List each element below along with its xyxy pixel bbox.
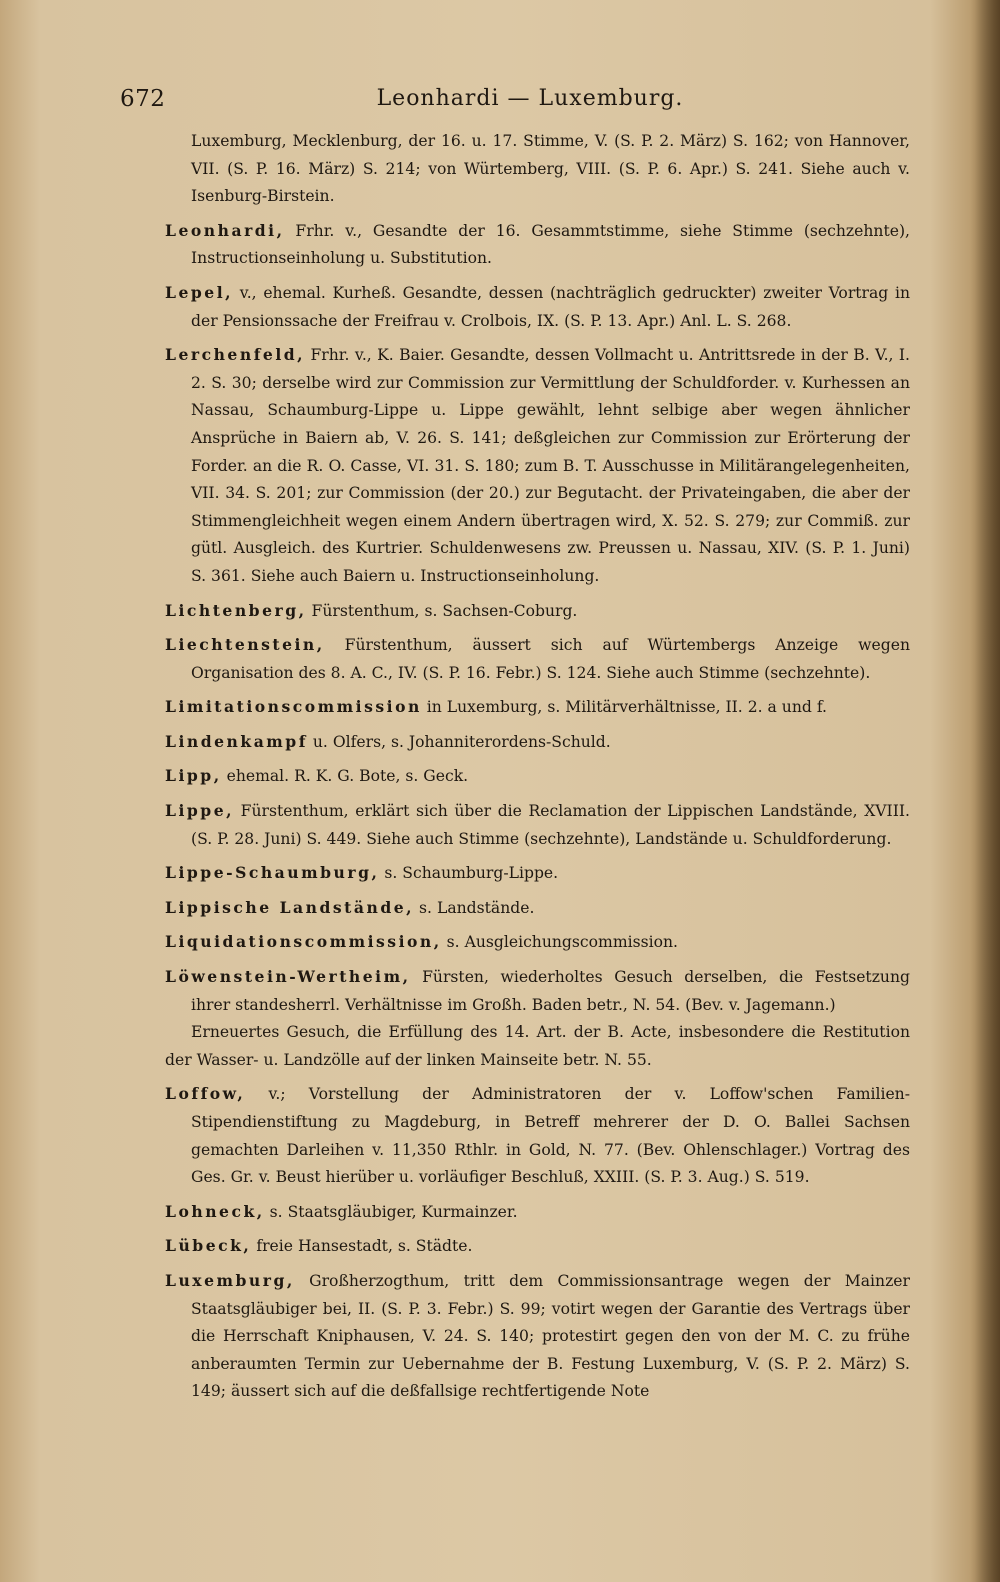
index-entry [165,728,910,757]
running-title: Leonhardi — Luxemburg. [376,86,684,111]
entry-text: v., ehemal. Kurheß. Gesandte, dessen (nachträglich gedruckter) zweiter Vortrag in der Pensionssache der Freifrau v. Crolbois, IX. (S. P. 13. Apr.) Anl. L. S. 268. [191,283,910,330]
entry-headword: Lipp, [165,766,222,786]
entry-headword: Liquidationscommission, [165,932,442,952]
entry-headword: Lohneck, [165,1201,265,1221]
entry-text: freie Hansestadt, s. Städte. [256,1237,473,1256]
index-entry [165,762,910,791]
index-entry [165,217,910,273]
index-entry [165,797,910,853]
entry-text: ehemal. R. K. G. Bote, s. Geck. [226,767,469,786]
index-entry [165,1198,910,1227]
page-header [120,86,940,120]
entry-headword: Lerchenfeld, [165,345,306,365]
entry-text: Frhr. v., Gesandte der 16. Gesammtstimme, siehe Stimme (sechzehnte), Instructionseinholung u. Substitution. [191,221,910,268]
entry-text: u. Olfers, s. Johanniterordens-Schuld. [312,732,611,751]
entry-headword: Löwenstein-Wertheim, [165,967,411,987]
entry-headword: Limitationscommission [165,697,422,717]
page-edge-shadow [970,0,1000,1582]
entry-text: s. Schaumburg-Lippe. [384,864,559,883]
index-entry [165,631,910,687]
entry-text: Fürstenthum, s. Sachsen-Coburg. [311,601,578,620]
entry-text: Erneuertes Gesuch, die Erfüllung des 14. Art. der B. Acte, insbesondere die Restitution der Wasser- u. Landzölle auf der linken Mainseite betr. N. 55. [165,1023,910,1069]
entry-text: s. Landstände. [419,898,535,917]
index-entries [165,128,910,1412]
index-entry [165,1267,910,1406]
entry-headword: Luxemburg, [165,1270,295,1290]
entry-headword: Lippe-Schaumburg, [165,863,380,883]
entry-text: v.; Vorstellung der Administratoren der v. Loffow'schen Familien-Stipendienstiftung zu Magdeburg, in Betreff mehrerer der D. O. Ballei Sachsen gemachten Darleihen v. 11,350 Rthlr. in Gold, N. 77. (Bev. Ohlenschlager.) Vortrag des Ges. Gr. v. Beust hierüber u. vorläufiger Beschluß, XXIII. (S. P. 3. Aug.) S. 519. [191,1085,910,1187]
entry-text: in Luxemburg, s. Militärverhältnisse, II. 2. a und f. [426,698,827,717]
entry-text: Fürstenthum, erklärt sich über die Reclamation der Lippischen Landstände, XVIII. (S. P. 28. Juni) S. 449. Siehe auch Stimme (sechzehnte), Landstände u. Schuldforderung. [191,802,910,848]
index-entry [165,128,910,211]
entry-text: s. Staatsgläubiger, Kurmainzer. [269,1202,518,1221]
index-entry [165,693,910,722]
entry-headword: Lippe, [165,801,235,821]
entry-text: Fürsten, wiederholtes Gesuch derselben, die Festsetzung ihrer standesherrl. Verhältnisse im Großh. Baden betr., N. 54. (Bev. v. Jagemann.) [191,968,910,1014]
index-entry [165,928,910,957]
entry-headword: Lindenkampf [165,731,308,751]
entry-text: s. Ausgleichungscommission. [446,933,678,952]
entry-headword: Lepel, [165,282,234,302]
index-entry [165,859,910,888]
page-number: 672 [120,86,166,112]
index-entry [165,597,910,626]
entry-headword: Loffow, [165,1084,246,1104]
entry-headword: Lichtenberg, [165,600,307,620]
entry-text: Luxemburg, Mecklenburg, der 16. u. 17. Stimme, V. (S. P. 2. März) S. 162; von Hannover, VII. (S. P. 16. März) S. 214; von Würtemberg, VIII. (S. P. 6. Apr.) S. 241. Siehe auch v. Isenburg-Birstein. [191,132,910,206]
index-entry [165,341,910,590]
index-entry [165,279,910,335]
index-entry [165,963,910,1019]
entry-text: Fürstenthum, äussert sich auf Würtembergs Anzeige wegen Organisation des 8. A. C., IV. (S. P. 16. Febr.) S. 124. Siehe auch Stimme (sechzehnte). [191,636,910,682]
index-subentry [165,1019,910,1074]
index-entry [165,1080,910,1191]
entry-text: Frhr. v., K. Baier. Gesandte, dessen Vollmacht u. Antrittsrede in der B. V., I. 2. S. 30; derselbe wird zur Commission zur Vermittlung der Schuldforder. v. Kurhessen an Nassau, Schaumburg-Lippe u. Lippe gewählt, lehnt selbige aber wegen ähnlicher Ansprüche in Baiern ab, V. 26. S. 141; deßgleichen zur Commission zur Erörterung der Forder. an die R. O. Casse, VI. 31. S. 180; zum B. T. Ausschusse in Militärangelegenheiten, VII. 34. S. 201; zur Commission (der 20.) zur Begutacht. der Privateingaben, die aber der Stimmengleichheit wegen einem Andern übertragen wird, X. 52. S. 279; zur Commiß. zur gütl. Ausgleich. des Kurtrier. Schuldenwesens zw. Preussen u. Nassau, XIV. (S. P. 1. Juni) S. 361. Siehe auch Baiern u. Instructionseinholung. [191,346,910,585]
index-entry [165,894,910,923]
entry-headword: Lippische Landstände, [165,897,415,917]
entry-headword: Leonhardi, [165,220,285,240]
entry-headword: Liechtenstein, [165,635,325,655]
index-entry [165,1232,910,1261]
entry-headword: Lübeck, [165,1236,252,1256]
entry-text: Großherzogthum, tritt dem Commissionsantrage wegen der Mainzer Staatsgläubiger bei, II. (S. P. 3. Febr.) S. 99; votirt wegen der Garantie des Vertrags über die Herrschaft Kniphausen, V. 24. S. 140; protestirt gegen den von der M. C. zu frühe anberaumten Termin zur Uebernahme der B. Festung Luxemburg, V. (S. P. 2. März) S. 149; äussert sich auf die deßfallsige rechtfertigende Note [191,1271,910,1401]
